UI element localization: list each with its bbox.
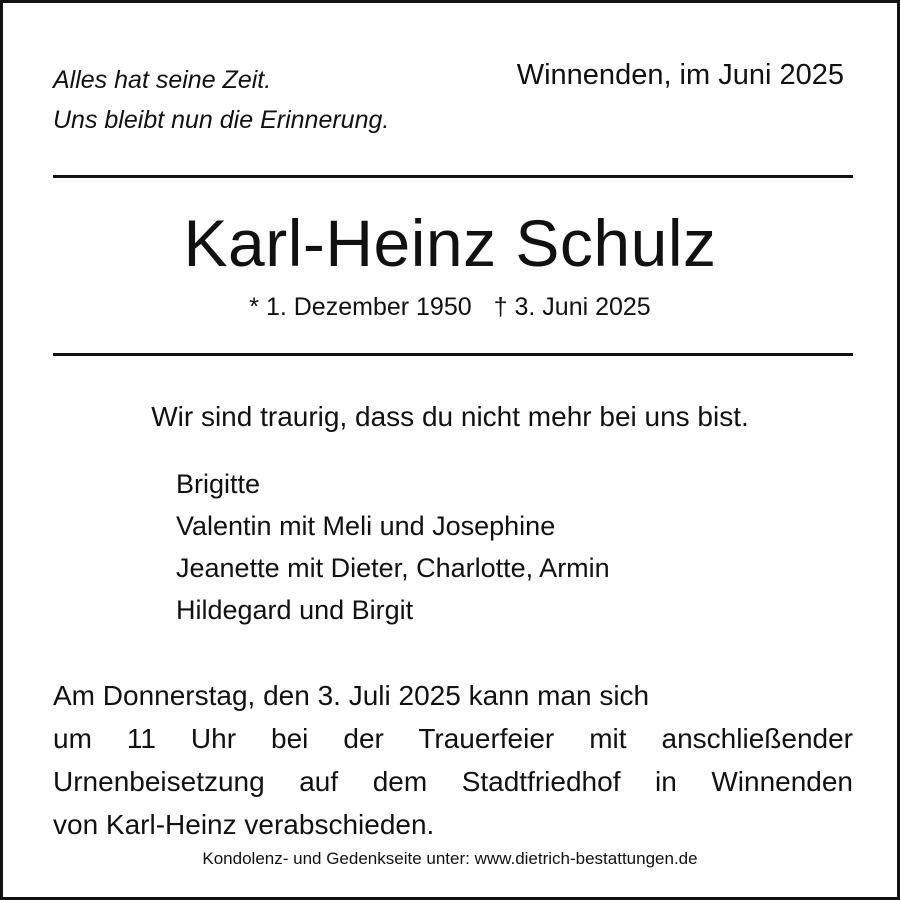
death-date: † 3. Juni 2025	[493, 293, 651, 321]
notice-line-1: Am Donnerstag, den 3. Juli 2025 kann man sich	[53, 680, 650, 711]
motto	[53, 60, 389, 140]
condolence-note: Kondolenz- und Gedenkseite unter: www.dietrich-bestattungen.de	[202, 849, 698, 868]
notice-line-4: von Karl-Heinz verabschieden.	[53, 809, 435, 840]
top-divider	[53, 175, 853, 178]
mourners-list	[176, 463, 610, 631]
deceased-name: Karl-Heinz Schulz	[183, 206, 717, 280]
motto-line-1: Alles hat seine Zeit.	[53, 66, 272, 94]
mourner-item: Jeanette mit Dieter, Charlotte, Armin	[176, 553, 610, 583]
notice-line-2: um 11 Uhr bei der Trauerfeier mit anschließender	[53, 723, 853, 754]
motto-line-2: Uns bleibt nun die Erinnerung.	[53, 106, 390, 134]
mourner-item: Hildegard und Birgit	[176, 595, 414, 625]
funeral-notice	[53, 674, 853, 846]
place-date: Winnenden, im Juni 2025	[516, 59, 844, 91]
mourner-item: Brigitte	[176, 469, 261, 499]
notice-line-3: Urnenbeisetzung auf dem Stadtfriedhof in Winnenden	[53, 766, 853, 797]
mourner-item: Valentin mit Meli und Josephine	[176, 511, 556, 541]
bottom-divider	[53, 353, 853, 356]
lament-text: Wir sind traurig, dass du nicht mehr bei uns bist.	[151, 401, 749, 432]
birth-date: * 1. Dezember 1950	[249, 293, 472, 321]
life-dates	[3, 289, 897, 325]
